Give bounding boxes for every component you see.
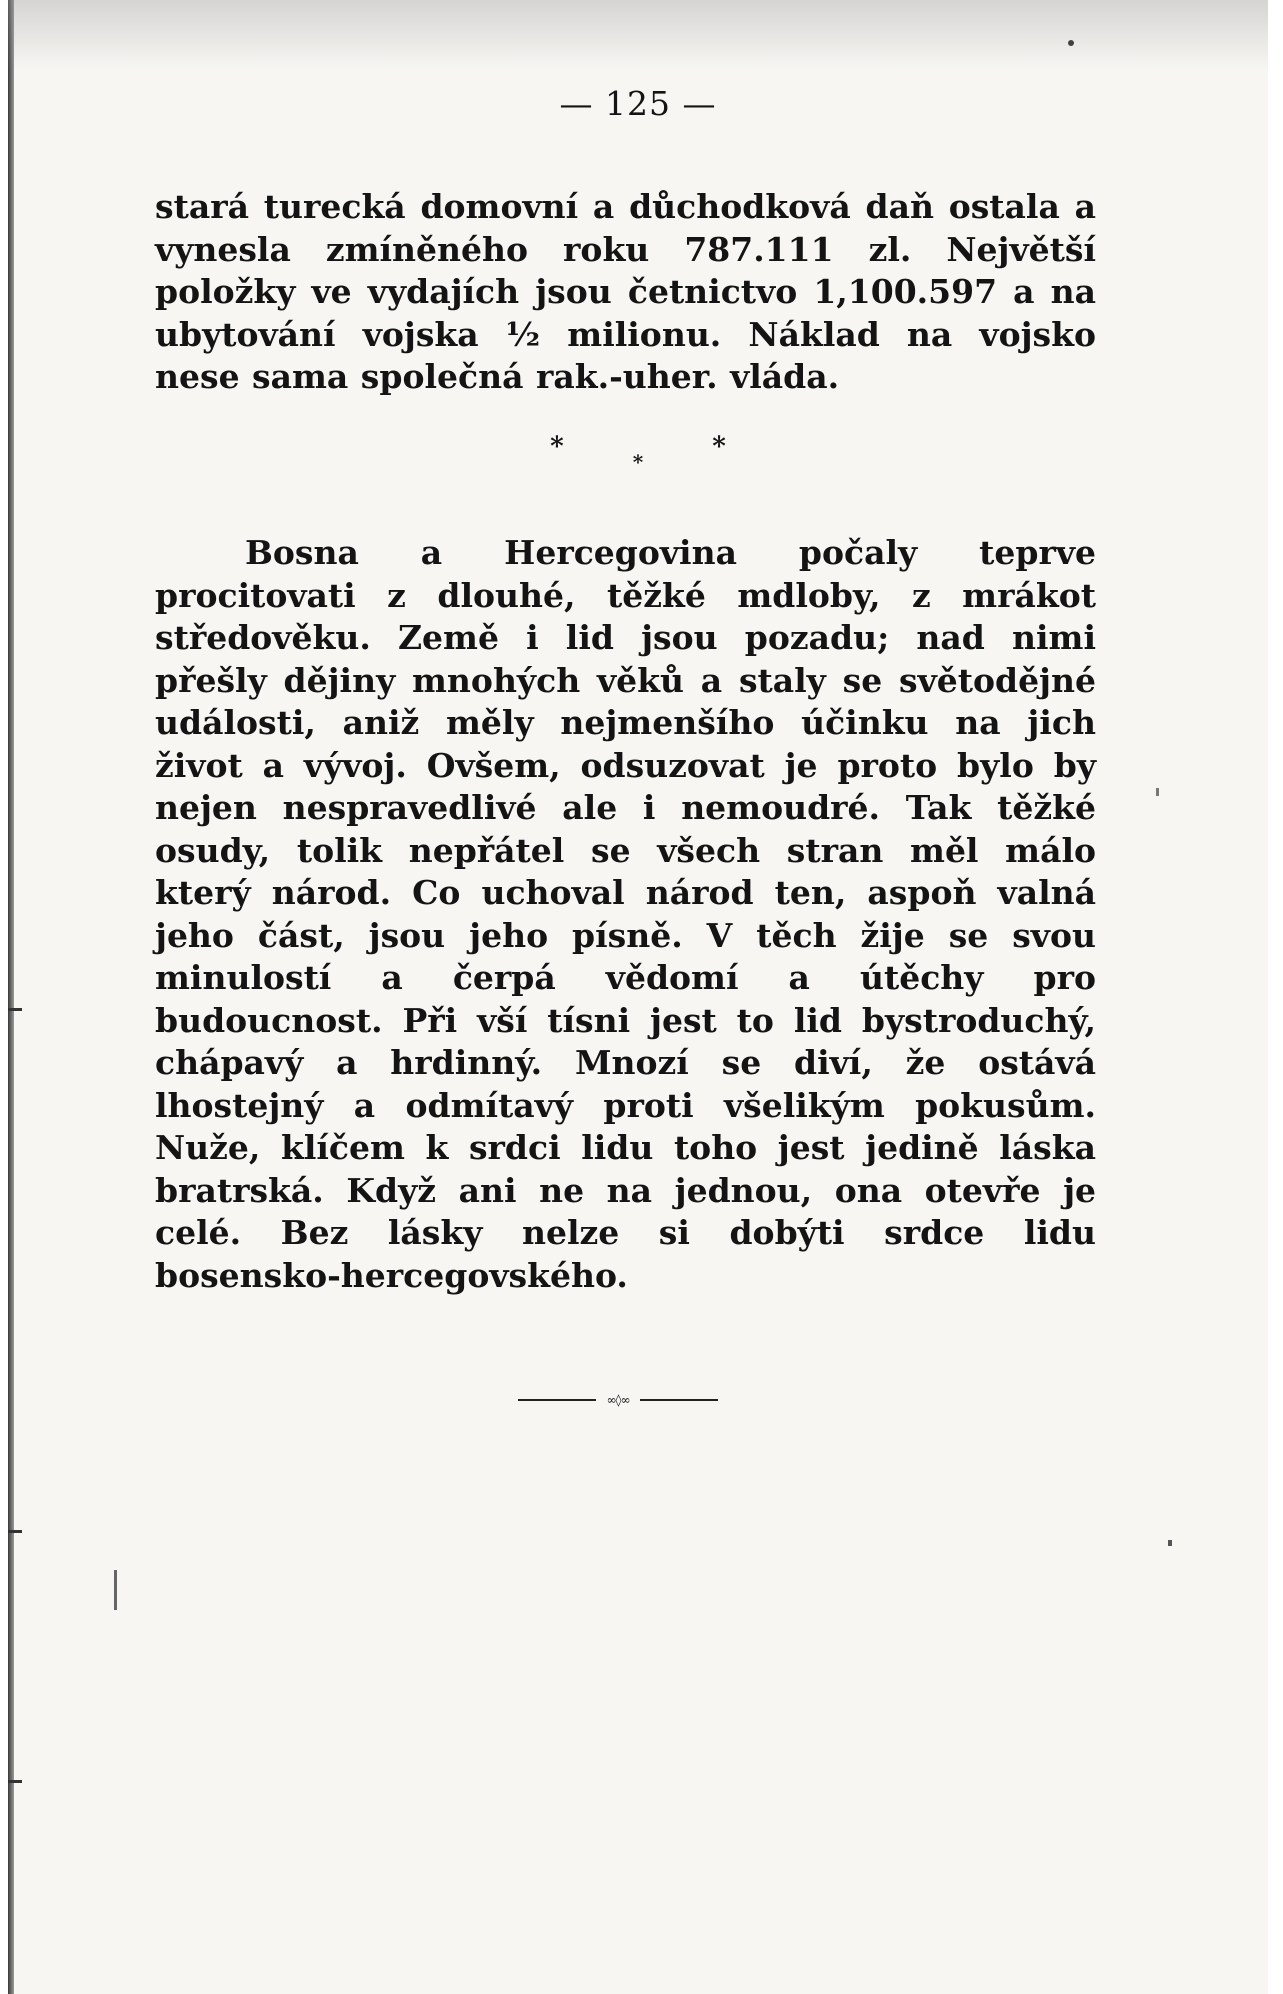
separator-star-left: * [550, 432, 564, 462]
section-separator [8, 432, 1268, 474]
paragraph-bosna [155, 532, 1096, 1297]
book-page [8, 0, 1268, 1994]
scan-speck [1156, 788, 1159, 796]
end-ornament-rule [518, 1393, 718, 1407]
separator-star-middle: * [632, 450, 644, 474]
paragraph-text: stará turecká domovní a důchodková daň ostala a vynesla zmíněného roku 787.111 zl. Největší položky ve vydajích jsou četnictvo 1,100.597 a na ubytování vojska ½ milionu. Náklad na vojsko nese sama společná rak.-uher. vláda. [155, 187, 1096, 396]
page-number: — 125 — [559, 84, 717, 123]
binding-mark [8, 1780, 22, 1783]
scan-speck [1168, 1540, 1172, 1546]
rule-line-right [640, 1399, 718, 1401]
rule-line-left [518, 1399, 596, 1401]
binding-mark [8, 1530, 22, 1533]
scan-speck [114, 1570, 117, 1610]
paragraph-continuation [155, 186, 1096, 399]
separator-star-right: * [712, 432, 726, 462]
scan-speck [1068, 40, 1074, 46]
binding-mark [8, 1008, 22, 1011]
ornament-glyph: ∞◊∞ [606, 1393, 630, 1407]
paragraph-text: Bosna a Hercegovina počaly teprve procitovati z dlouhé, těžké mdloby, z mrákot středověku. Země i lid jsou pozadu; nad nimi přešly dějiny mnohých věků a staly se světodějné události, aniž měly nejmenšího účinku na jich život a vývoj. Ovšem, odsuzovat je proto bylo by nejen nespravedlivé ale i nemoudré. Tak těžké osudy, tolik nepřátel se všech stran měl málo který národ. Co uchoval národ ten, aspoň valná jeho část, jsou jeho písně. V těch žije se svou minulostí a čerpá vědomí a útěchy pro budoucnost. Při vší tísni jest to lid bystroduchý, chápavý a hrdinný. Mnozí se diví, že ostává lhostejný a odmítavý proti všelikým pokusům. Nuže, klíčem k srdci lidu toho jest jedině láska bratrská. Když ani ne na jednou, ona otevře je celé. Bez lásky nelze si dobýti srdce lidu bosensko-hercegovského. [155, 533, 1096, 1295]
